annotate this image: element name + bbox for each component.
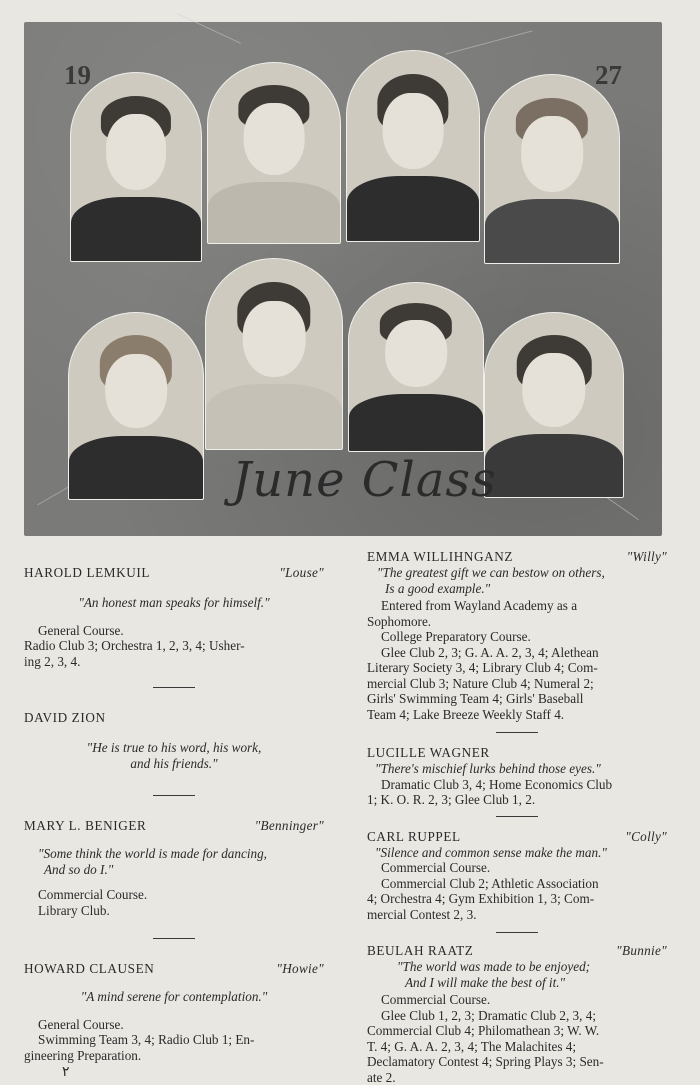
student-quote: "Silence and common sense make the man." <box>367 845 667 861</box>
student-name: LUCILLE WAGNER <box>367 745 490 760</box>
entry-name-line <box>367 943 667 959</box>
student-nickname: "Willy" <box>627 549 667 565</box>
entry-name-line <box>24 565 324 581</box>
student-quote: "He is true to his word, his work, <box>24 740 324 756</box>
divider-rule <box>496 816 538 817</box>
entry-line: Commercial Course. <box>367 860 667 876</box>
entry-line: Library Club. <box>24 903 324 919</box>
entry-line: Glee Club 2, 3; G. A. A. 2, 3, 4; Alethean <box>367 645 667 661</box>
entry-line: Commercial Course. <box>24 887 324 903</box>
class-photo-panel <box>24 22 662 536</box>
entry-line: General Course. <box>24 1017 324 1033</box>
entry-line: General Course. <box>24 623 324 639</box>
student-quote: "A mind serene for contemplation." <box>24 989 324 1005</box>
student-quote: "There's mischief lurks behind those eyes." <box>367 761 667 777</box>
left-column <box>24 565 324 1081</box>
divider-rule <box>496 732 538 733</box>
entry-line: Swimming Team 3, 4; Radio Club 1; En- <box>24 1032 324 1048</box>
entry-line: Entered from Wayland Academy as a <box>367 598 667 614</box>
portrait-david-zion <box>207 62 341 244</box>
entry-line: Glee Club 1, 2, 3; Dramatic Club 2, 3, 4; <box>367 1008 667 1024</box>
portrait-beulah-raatz <box>484 312 624 498</box>
entry-line: College Preparatory Course. <box>367 629 667 645</box>
entry-name-line <box>24 818 324 834</box>
entry-name-line <box>367 829 667 845</box>
entry-name-line <box>24 961 324 977</box>
portrait-emma-willihnganz <box>346 50 480 242</box>
page-mark: ٢ <box>24 1065 324 1081</box>
entry-line: gineering Preparation. <box>24 1048 324 1064</box>
student-name: HAROLD LEMKUIL <box>24 565 150 580</box>
entry-line: 1; K. O. R. 2, 3; Glee Club 1, 2. <box>367 792 667 808</box>
divider-rule <box>153 795 195 796</box>
student-name: HOWARD CLAUSEN <box>24 961 154 976</box>
entry-line: T. 4; G. A. A. 2, 3, 4; The Malachites 4; <box>367 1039 667 1055</box>
student-name: MARY L. BENIGER <box>24 818 146 833</box>
student-quote: "The greatest gift we can bestow on others, <box>367 565 667 581</box>
student-nickname: "Howie" <box>276 961 324 977</box>
student-quote: "An honest man speaks for himself." <box>24 595 324 611</box>
entry-line: ate 2. <box>367 1070 667 1085</box>
student-name: BEULAH RAATZ <box>367 943 473 958</box>
student-quote-continued: and his friends." <box>24 756 324 772</box>
entry-line: Dramatic Club 3, 4; Home Economics Club <box>367 777 667 793</box>
portrait-lucille-wagner <box>205 258 343 450</box>
entry-line: ing 2, 3, 4. <box>24 654 324 670</box>
divider-rule <box>496 932 538 933</box>
student-quote-continued: And so do I." <box>24 862 324 878</box>
entry-line: mercial Club 3; Nature Club 4; Numeral 2; <box>367 676 667 692</box>
entry-line: 4; Orchestra 4; Gym Exhibition 1, 3; Com- <box>367 891 667 907</box>
student-quote: "The world was made to be enjoyed; <box>367 959 667 975</box>
entry-line: Declamatory Contest 4; Spring Plays 3; Sen- <box>367 1054 667 1070</box>
year-left: 19 <box>64 60 91 91</box>
entry-name-line <box>367 549 667 565</box>
entry-line: Literary Society 3, 4; Library Club 4; Com- <box>367 660 667 676</box>
student-nickname: "Benninger" <box>255 818 324 834</box>
entry-name-line <box>24 710 324 726</box>
divider-rule <box>153 938 195 939</box>
entry-line: Commercial Club 4; Philomathean 3; W. W. <box>367 1023 667 1039</box>
portrait-carl-ruppel <box>484 74 620 264</box>
portrait-howard-clausen <box>348 282 484 452</box>
entry-line: Commercial Club 2; Athletic Association <box>367 876 667 892</box>
divider-rule <box>153 687 195 688</box>
entry-name-line <box>367 745 667 761</box>
student-name: CARL RUPPEL <box>367 829 461 844</box>
student-quote-continued: And I will make the best of it." <box>367 975 667 991</box>
entry-line: mercial Contest 2, 3. <box>367 907 667 923</box>
student-nickname: "Louse" <box>279 565 324 581</box>
portrait-mary-beniger <box>68 312 204 500</box>
student-quote-continued: Is a good example." <box>367 581 667 597</box>
year-right: 27 <box>595 60 622 91</box>
student-name: DAVID ZION <box>24 710 106 725</box>
entry-line: Team 4; Lake Breeze Weekly Staff 4. <box>367 707 667 723</box>
student-nickname: "Colly" <box>625 829 667 845</box>
student-quote: "Some think the world is made for dancing, <box>24 846 324 862</box>
june-class-title: June Class <box>232 452 497 508</box>
entry-line: Commercial Course. <box>367 992 667 1008</box>
student-nickname: "Bunnie" <box>616 943 667 959</box>
entry-line: Sophomore. <box>367 614 667 630</box>
student-name: EMMA WILLIHNGANZ <box>367 549 513 564</box>
entry-line: Radio Club 3; Orchestra 1, 2, 3, 4; Usher- <box>24 638 324 654</box>
right-column <box>367 549 667 1085</box>
portrait-harold-lemkuil <box>70 72 202 262</box>
entry-line: Girls' Swimming Team 4; Girls' Baseball <box>367 691 667 707</box>
